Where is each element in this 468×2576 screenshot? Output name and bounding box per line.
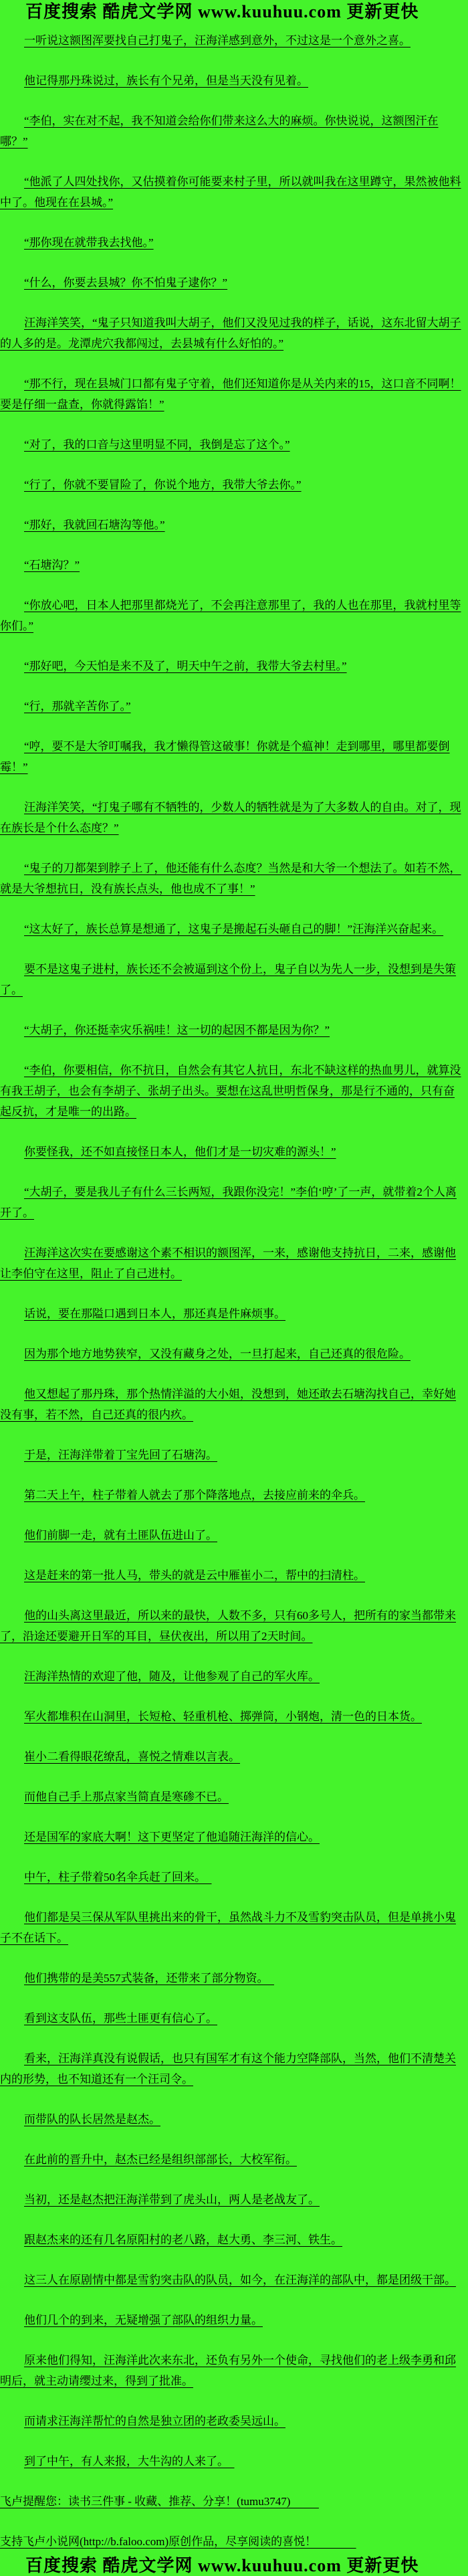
paragraph: 他们几个的到来，无疑增强了部队的组织力量。 — [24, 2314, 263, 2326]
paragraph: 原来他们得知，汪海洋此次来东北，还负有另外一个使命，寻找他们的老上级李勇和邱明后，就主动请缨过来，得到了批准。 — [0, 2354, 456, 2387]
paragraph: “你放心吧，日本人把那里都烧光了，不会再注意那里了，我的人也在那里，我就村里等你们。” — [0, 599, 461, 632]
paragraph: 这三人在原剧情中都是雪豹突击队的队员，如今，在汪海洋的部队中，都是团级干部。 — [24, 2274, 456, 2286]
paragraph: 看到这支队伍，那些土匪更有信心了。 — [24, 2012, 217, 2025]
paragraph: “对了，我的口音与这里明显不同，我倒是忘了这个。” — [24, 438, 290, 451]
paragraph: 崔小二看得眼花缭乱，喜悦之情难以言表。 — [24, 1750, 240, 1763]
paragraph: 这是赶来的第一批人马，带头的就是云中雁崔小二，帮中的扫清柱。 — [24, 1569, 365, 1582]
paragraph: “大胡子，你还挺幸灾乐祸哇！这一切的起因不都是因为你？” — [24, 1024, 330, 1036]
paragraph: 中午，柱子带着50名伞兵赶了回来。 — [24, 1871, 212, 1883]
paragraph: 还是国军的家底大啊！这下更坚定了他追随汪海洋的信心。 — [24, 1831, 320, 1843]
paragraph: 而请求汪海洋帮忙的自然是独立团的老政委吴远山。 — [24, 2415, 285, 2427]
paragraph: 他又想起了那丹珠，那个热情洋溢的大小姐，没想到，她还敢去石塘沟找自己，幸好她没有事，若不然，自己还真的很内疚。 — [0, 1388, 456, 1421]
paragraph: 第二天上午，柱子带着人就去了那个降落地点，去接应前来的伞兵。 — [24, 1489, 365, 1501]
paragraph: 看来，汪海洋真没有说假话，也只有国军才有这个能力空降部队，当然，他们不清楚关内的形势，也不知道还有一个汪司令。 — [0, 2052, 456, 2086]
paragraph: “那你现在就带我去找他。” — [24, 236, 154, 249]
paragraph: 当初，还是赵杰把汪海洋带到了虎头山，两人是老战友了。 — [24, 2193, 320, 2206]
paragraph: “鬼子的刀都架到脖子上了，他还能有什么态度？当然是和大爷一个想法了。如若不然，就是大爷想抗日，没有族长点头，他也成不了事！” — [0, 862, 461, 895]
paragraph: 到了中午，有人来报，大牛沟的人来了。 — [24, 2455, 235, 2468]
paragraph: 汪海洋热情的欢迎了他，随及，让他参观了自己的军火库。 — [24, 1670, 320, 1683]
top-site-banner: 百度搜索 酷虎文学网 www.kuuhuu.com 更新更快 — [25, 2, 419, 21]
paragraph: “他派了人四处找你，又估摸着你可能要来村子里，所以就叫我在这里蹲守，果然被他料中了。他现在在县城。” — [0, 175, 461, 209]
paragraph: 而他自己手上那点家当简直是寒碜不已。 — [24, 1790, 229, 1803]
paragraph: 他记得那丹珠说过，族长有个兄弟，但是当天没有见着。 — [24, 74, 308, 87]
paragraph: 而带队的队长居然是赵杰。 — [24, 2113, 160, 2126]
paragraph: 他们前脚一走，就有土匪队伍进山了。 — [24, 1529, 217, 1542]
paragraph: “石塘沟？” — [24, 559, 80, 571]
paragraph: “那不行，现在县城门口都有鬼子守着，他们还知道你是从关内来的15，这口音不同啊！要是仔细一盘查，你就得露馅！” — [0, 377, 461, 411]
paragraph: 汪海洋这次实在要感谢这个素不相识的额图浑，一来，感谢他支持抗日，二来，感谢他让李伯守在这里，阻止了自己进村。 — [0, 1247, 456, 1280]
paragraph: 跟赵杰来的还有几名原阳村的老八路，赵大勇、李三河、铁生。 — [24, 2233, 342, 2246]
paragraph: 支持飞卢小说网(http://b.faloo.com)原创作品，尽享阅读的喜悦！ — [0, 2535, 356, 2548]
paragraph: “行，那就辛苦你了。” — [24, 700, 131, 713]
paragraph: “行了，你就不要冒险了，你说个地方，我带大爷去你。” — [24, 478, 302, 491]
paragraph: 于是，汪海洋带着丁宝先回了石塘沟。 — [24, 1449, 217, 1461]
paragraph: “这太好了，族长总算是想通了，这鬼子是搬起石头砸自己的脚！”汪海洋兴奋起来。 — [24, 923, 444, 935]
paragraph: 你要怪我，还不如直接怪日本人，他们才是一切灾难的源头！” — [24, 1145, 336, 1158]
paragraph: “哼，要不是大爷叮嘱我，我才懒得管这破事！你就是个瘟神！走到哪里，哪里都要倒霉！” — [0, 740, 450, 773]
paragraph: 他们都是吴三保从军队里挑出来的骨干，虽然战斗力不及雪豹突击队员，但是单挑小鬼子不在话下。 — [0, 1911, 456, 1944]
paragraph: “那好吧，今天怕是来不及了，明天中午之前，我带大爷去村里。” — [24, 660, 347, 672]
paragraph: 汪海洋笑笑，“打鬼子哪有不牺牲的，少数人的牺牲就是为了大多数人的自由。对了，现在族长是个什么态度？” — [0, 801, 461, 834]
paragraph: “大胡子，要是我儿子有什么三长两短，我跟你没完！”李伯‘哼’了一声，就带着2个人离开了。 — [0, 1186, 457, 1219]
chapter-text — [0, 22, 468, 2552]
paragraph: “李伯，实在对不起，我不知道会给你们带来这么大的麻烦。你快说说，这额图汗在哪？” — [0, 114, 439, 148]
paragraph: 飞卢提醒您：读书三件事 - 收藏、推荐、分享！(tumu3747) — [0, 2495, 319, 2508]
paragraph: 因为那个地方地势狭窄，又没有藏身之处，一旦打起来，自己还真的很危险。 — [24, 1348, 411, 1360]
bottom-site-banner: 百度搜索 酷虎文学网 www.kuuhuu.com 更新更快 — [25, 2556, 419, 2575]
paragraph: 在此前的晋升中，赵杰已经是组织部部长，大校军衔。 — [24, 2153, 297, 2166]
paragraph: 他的山头离这里最近，所以来的最快，人数不多，只有60多号人，把所有的家当都带来了，沿途还要避开日军的耳目，昼伏夜出，所以用了2天时间。 — [0, 1609, 456, 1643]
paragraph: 军火都堆积在山洞里，长短枪、轻重机枪、掷弹筒，小钢炮，清一色的日本货。 — [24, 1710, 422, 1723]
paragraph: 要不是这鬼子进村，族长还不会被逼到这个份上，鬼子自以为先人一步，没想到是失策了。 — [0, 963, 456, 996]
paragraph: 汪海洋笑笑，“鬼子只知道我叫大胡子，他们又没见过我的样子，话说，这东北留大胡子的人多的是。龙潭虎穴我都闯过，去县城有什么好怕的。” — [0, 316, 461, 350]
paragraph: 他们携带的是美557式装备，还带来了部分物资。 — [24, 1972, 274, 1985]
paragraph: 一听说这额图浑要找自己打鬼子，汪海洋感到意外，不过这是一个意外之喜。 — [24, 34, 411, 47]
paragraph: “那好，我就回石塘沟等他。” — [24, 519, 165, 531]
paragraph: “什么，你要去县城？你不怕鬼子逮你？” — [24, 276, 228, 289]
paragraph: 话说，要在那隘口遇到日本人，那还真是件麻烦事。 — [24, 1307, 285, 1320]
paragraph: “李伯，你要相信，你不抗日，自然会有其它人抗日，东北不缺这样的热血男儿，就算没有我王胡子，也会有李胡子、张胡子出头。要想在这乱世明哲保身，那是行不通的，只有奋起反抗，才是唯一的出路。 — [0, 1064, 461, 1118]
